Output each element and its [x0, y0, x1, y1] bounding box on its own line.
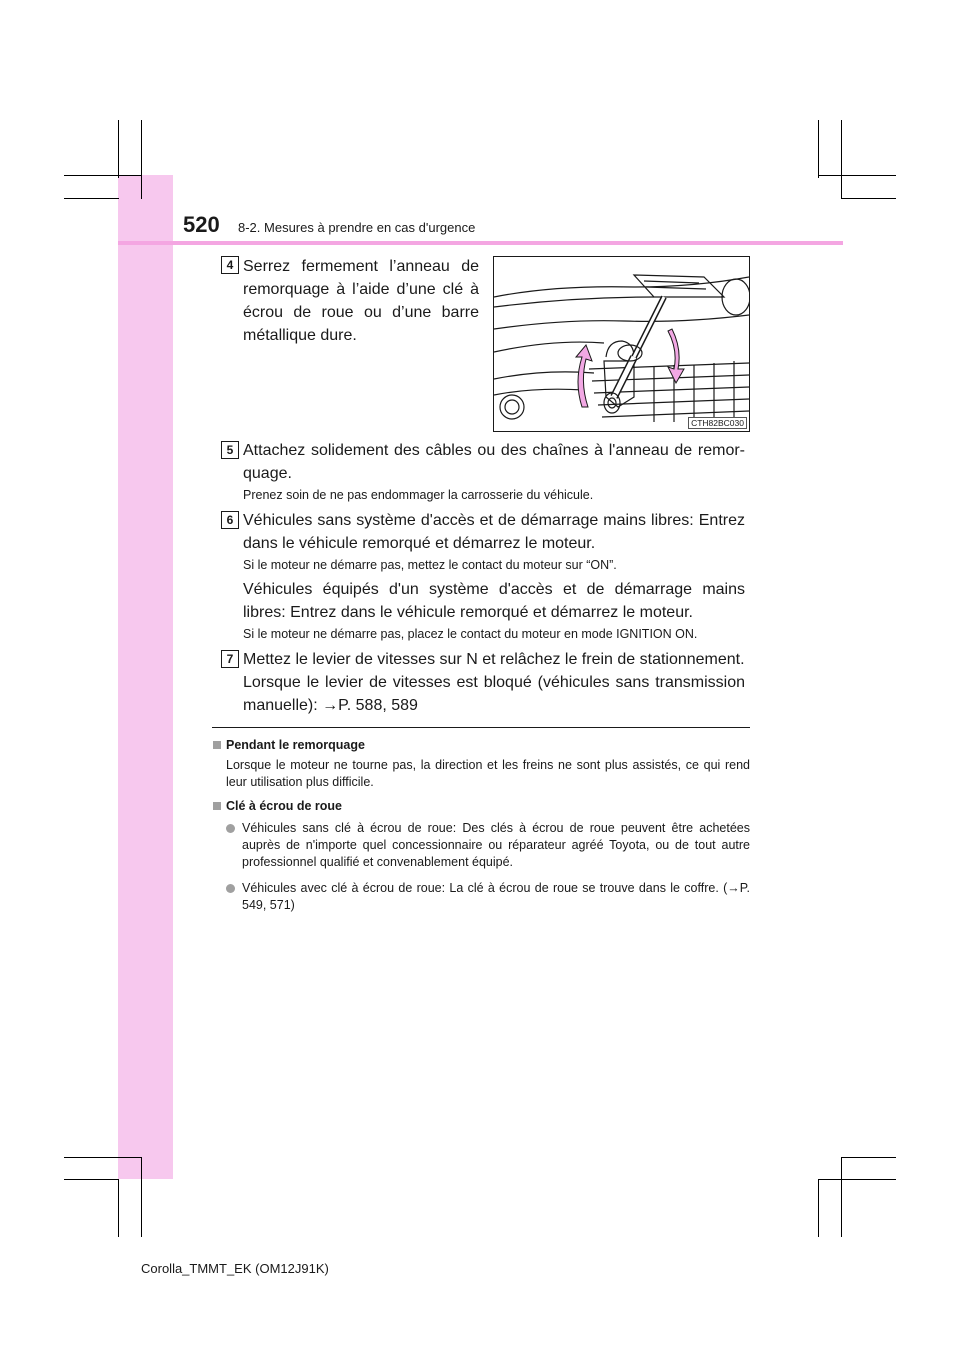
info-text-towing: Lorsque le moteur ne tourne pas, la direction et les freins ne sont plus assistés, ce qui rend leur utilisation plus difficile.: [226, 758, 750, 789]
crop-mark: [841, 1157, 896, 1158]
step-6-note: Si le moteur ne démarre pas, mettez le contact du moteur sur “ON”.: [243, 558, 617, 572]
crop-mark: [841, 1157, 842, 1237]
info-heading-towing: Pendant le remorquage: [226, 738, 365, 752]
step-4-text: Serrez fermement l’anneau de remorquage à l’aide d’une clé à écrou de roue ou d’une barre métallique dure.: [243, 258, 479, 344]
step-number-7: 7: [221, 650, 239, 668]
crop-mark: [818, 1179, 896, 1180]
wrench-illustration: [494, 257, 749, 431]
crop-mark: [64, 175, 142, 176]
crop-mark: [141, 1157, 142, 1237]
crop-mark: [841, 198, 896, 199]
step-7-text: Mettez le levier de vitesses sur N et relâchez le frein de stationnement.: [243, 651, 745, 668]
crop-mark: [141, 120, 142, 199]
crop-mark: [118, 1179, 119, 1237]
crop-mark: [118, 120, 119, 178]
crop-mark: [818, 175, 896, 176]
step-5-note: Prenez soin de ne pas endommager la carrosserie du véhicule.: [243, 488, 594, 502]
step-6-text: Véhicules sans système d'accès et de démarrage mains libres: Entrez dans le véhicule remorqué et démarrez le moteur.: [243, 512, 745, 552]
square-bullet-icon: [213, 741, 221, 749]
step-number-5: 5: [221, 441, 239, 459]
crop-mark: [818, 1179, 819, 1237]
round-bullet-icon: [226, 824, 235, 833]
header-rule: [118, 241, 843, 245]
crop-mark: [841, 120, 842, 199]
illustration-code: CTH82BC030: [688, 417, 747, 429]
step-5-text: Attachez solidement des câbles ou des chaînes à l'anneau de remor-quage.: [243, 442, 745, 482]
side-band: [118, 175, 173, 1179]
info-bullet-2: Véhicules avec clé à écrou de roue: La clé à écrou de roue se trouve dans le coffre. (→P. 549, 571): [242, 881, 750, 912]
step-7-text-2: Lorsque le levier de vitesses est bloqué (véhicules sans transmission manuelle): →P. 588, 589: [243, 674, 745, 714]
tow-eye-illustration: [493, 256, 750, 432]
step-6-text-2: Véhicules équipés d'un système d'accès et de démarrage mains libres: Entrez dans le véhicule remorqué et démarrez le moteur.: [243, 581, 745, 621]
page-number: 520: [183, 212, 220, 237]
crop-mark: [64, 1157, 142, 1158]
footer-document-id: Corolla_TMMT_EK (OM12J91K): [141, 1261, 329, 1276]
section-divider: [212, 727, 750, 728]
section-title: 8-2. Mesures à prendre en cas d'urgence: [238, 220, 476, 235]
round-bullet-icon: [226, 884, 235, 893]
square-bullet-icon: [213, 802, 221, 810]
info-bullet-1: Véhicules sans clé à écrou de roue: Des clés à écrou de roue peuvent être achetées auprès de n'importe quel concessionnaire ou réparateur agréé Toyota, ou de tout autre professionnel qualifié et convenablement équipé.: [242, 821, 750, 869]
crop-mark: [818, 120, 819, 178]
info-heading-wheel-nut-wrench: Clé à écrou de roue: [226, 799, 343, 813]
step-number-4: 4: [221, 256, 239, 274]
step-number-6: 6: [221, 511, 239, 529]
crop-mark: [64, 1179, 119, 1180]
crop-mark: [64, 198, 119, 199]
step-6-note-2: Si le moteur ne démarre pas, placez le contact du moteur en mode IGNITION ON.: [243, 627, 698, 641]
